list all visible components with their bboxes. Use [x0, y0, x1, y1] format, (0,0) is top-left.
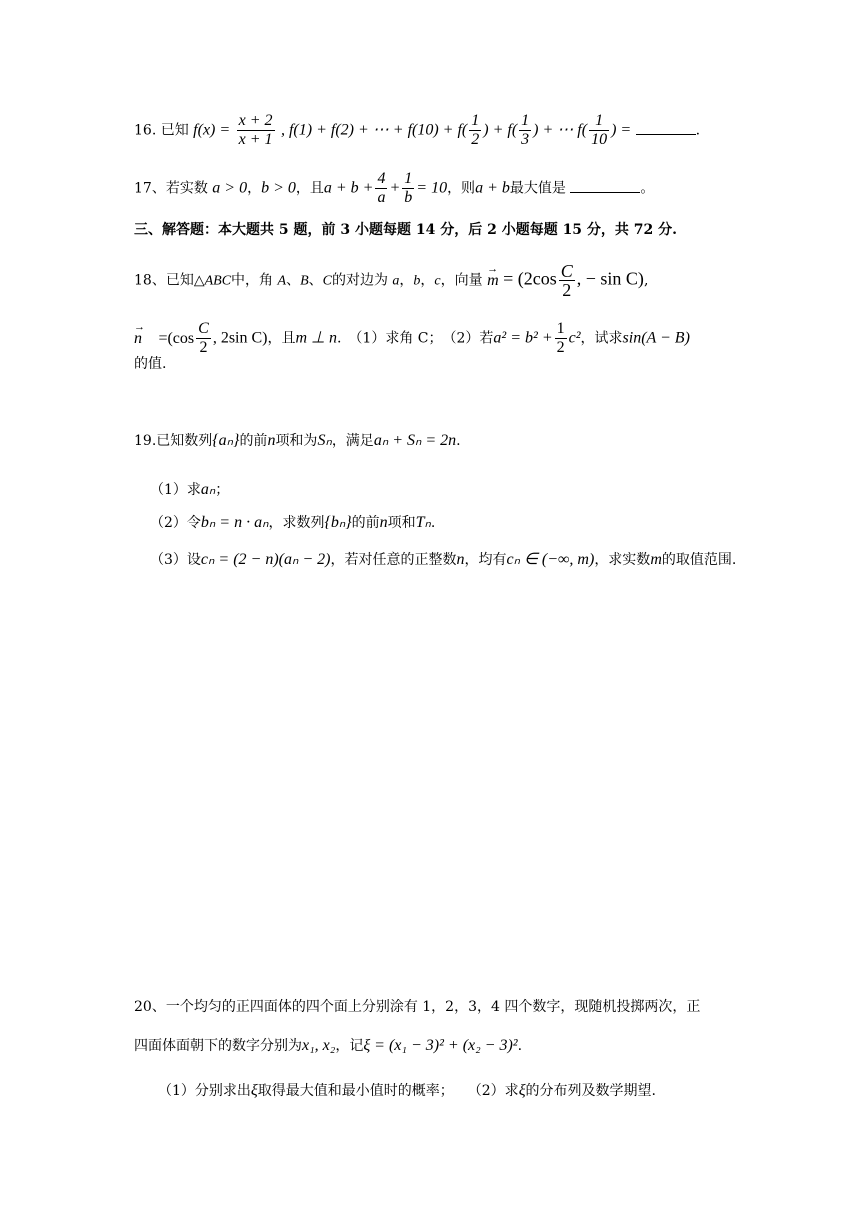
q16-sum-d: ) =	[611, 121, 632, 139]
q16-sum-c: ) + ⋯ f(	[533, 121, 588, 139]
q20-p1-text: 取得最大值和最小值时的概率； （2）求	[257, 1083, 519, 1099]
q18-n-frac-den: 2	[199, 339, 208, 356]
q17-expr: a + b +	[323, 179, 374, 197]
q18-n-frac-num: C	[198, 320, 209, 337]
question-20-line-2	[134, 1036, 522, 1056]
q19-p3-end: 的取值范围.	[661, 552, 737, 568]
q19-p3-n: n	[456, 551, 465, 568]
q19-period: .	[456, 433, 461, 449]
q18-half-den: 2	[556, 339, 565, 356]
q19-eq: aₙ + Sₙ = 2n	[373, 432, 457, 449]
q18-n-expr-b: , 2sin C)	[212, 329, 268, 347]
q17-c1: a > 0	[212, 179, 248, 197]
q17-plus: +	[389, 179, 401, 197]
q19-p3-cn: cₙ = (2 − n)(aₙ − 2)	[200, 551, 331, 568]
q19-p1-end: ；	[215, 482, 230, 498]
question-16: 16. 已知 f(x) = $\frac{x + 2}{x + 1}$ , f(1) + f(2) + ⋯ + f(10) + f( $\frac{1}{2}$ ) + f( $\frac{1}{3}$ ) + ⋯ f( $\frac{1}{10}$ ) = .	[134, 112, 701, 148]
q16-half	[469, 112, 481, 149]
q17-f2-num: 1	[404, 170, 413, 187]
q16-third-den: 3	[521, 131, 530, 148]
q19-text-d: ，满足	[331, 433, 374, 449]
q20-period: .	[517, 1038, 523, 1054]
q19-p3-text-b: ，若对任意的正整数	[330, 552, 457, 568]
q18-m-expr-a: = (2cos	[503, 268, 557, 289]
question-18-line-2	[134, 320, 690, 357]
q18-parts: . （1）求角 C； （2）若	[336, 330, 494, 347]
q18-side-b: b	[413, 273, 421, 289]
q17-end: 。	[640, 180, 655, 197]
q16-half-num: 1	[471, 112, 480, 129]
section-3-heading: 三、解答题：本大题共 5 题，前 3 小题每题 14 分，后 2 小题每题 15 分，共 72 分.	[134, 222, 678, 238]
q18-m-expr-b: , − sin C)	[576, 268, 644, 289]
q18-angle-a: A	[277, 273, 287, 289]
question-19-part-2	[150, 513, 435, 533]
q16-frac-num: x + 2	[238, 112, 273, 129]
question-17	[134, 170, 654, 207]
q17-answer-blank[interactable]	[570, 180, 640, 193]
q19-p3-text-d: ，求实数	[594, 552, 651, 568]
q19-p2-text-b: ，求数列	[268, 515, 325, 531]
q16-sum-b: ) + f(	[483, 121, 518, 139]
q16-tenth-num: 1	[589, 112, 609, 131]
q17-tail1: ，则	[447, 180, 476, 197]
q17-sep1: ，	[247, 180, 262, 197]
question-19-part-3	[150, 550, 736, 570]
q20-text-b: ，记	[335, 1038, 364, 1054]
q18-comma: ,	[643, 272, 649, 289]
q16-half-den: 2	[471, 131, 480, 148]
q17-c2: b > 0	[261, 179, 296, 197]
q18-angle-b: B	[300, 273, 309, 289]
q18-vector-n: → n	[134, 329, 142, 349]
q17-eq: = 10	[416, 179, 448, 197]
q16-frac-den: x + 1	[238, 131, 273, 148]
q16-tenth	[589, 112, 609, 149]
q20-x12: x₁, x₂	[302, 1037, 336, 1054]
q19-n: n	[267, 432, 276, 449]
q16-fraction	[237, 112, 275, 149]
q19-p3-text-c: ，均有	[464, 552, 507, 568]
q18-m-frac-num: C	[560, 261, 573, 281]
q18-text-c: 的对边为	[331, 272, 388, 289]
q16-prefix: 已知	[160, 122, 189, 139]
q19-p2-text-c: 的前	[351, 515, 380, 531]
question-18-line-1: 18、已知△ABC中，角 A、B、C的对边为 a，b，c，向量 → m = (2cos $\frac{C}{2}$ , − sin C),	[134, 262, 648, 299]
q18-n-frac	[196, 320, 211, 357]
q19-text-c: 项和为	[275, 433, 318, 449]
q16-tenth-den: 10	[591, 131, 608, 148]
q19-prefix: 19.已知数列	[134, 433, 213, 449]
q19-p3-m: m	[650, 551, 662, 568]
q18-prefix: 18、已知△	[134, 272, 205, 289]
q18-text-d: ，向量	[440, 272, 483, 289]
q18-m-frac-den: 2	[562, 280, 572, 300]
q18-m-frac	[559, 262, 575, 299]
q19-p2-end: .	[430, 515, 436, 531]
q16-third-num: 1	[521, 112, 530, 129]
q16-f-lhs: f(x) =	[193, 121, 231, 139]
q17-f1-num: 4	[377, 170, 386, 187]
q18-half	[555, 320, 567, 357]
q19-p3-label: （3）设	[150, 552, 201, 568]
q17-ab: a + b	[475, 179, 510, 197]
q16-answer-blank[interactable]	[636, 122, 696, 135]
q17-tail2: 最大值是	[509, 180, 566, 197]
q20-xi-1: ξ	[250, 1082, 258, 1099]
q18-c2: c²	[568, 329, 581, 347]
q18-eq: a² = b² +	[493, 329, 553, 347]
q19-p2-label: （2）令	[150, 515, 201, 531]
question-19-line-1	[134, 431, 461, 451]
q19-p1-an: aₙ	[200, 481, 216, 498]
q18-half-num: 1	[556, 320, 565, 337]
q18-side-c: c	[434, 273, 441, 289]
q16-number: 16.	[134, 122, 157, 139]
question-20-line-1: 20、一个均匀的正四面体的四个面上分别涂有 1，2，3，4 四个数字，现随机投掷两次，正	[134, 999, 701, 1015]
q19-an-set: {aₙ}	[212, 432, 240, 449]
q19-sn: Sₙ	[317, 432, 332, 449]
q18-angle-c: C	[322, 273, 332, 289]
q17-f1-den: a	[377, 189, 386, 206]
q18-text-b: 中，角	[231, 272, 274, 289]
q18-side-a: a	[392, 273, 400, 289]
q19-p2-text-d: 项和	[387, 515, 416, 531]
q18-n-expr-a: =(cos	[158, 329, 195, 347]
q16-third	[519, 112, 531, 149]
q17-sep2: ，且	[295, 180, 324, 197]
q19-p2-set: {bₙ}	[324, 514, 352, 531]
q17-frac-1b	[402, 170, 414, 207]
q19-p2-bn: bₙ = n · aₙ	[200, 514, 269, 531]
q19-text-b: 的前	[239, 433, 268, 449]
q19-p3-in: cₙ ∈ (−∞, m)	[506, 551, 595, 568]
q19-p1-label: （1）求	[150, 482, 201, 498]
q20-xi-def: ξ = (x₁ − 3)² + (x₂ − 3)²	[363, 1037, 518, 1054]
q18-vector-m: → m	[487, 271, 499, 291]
q18-perp: m ⊥ n	[295, 329, 337, 347]
q20-p2-text: 的分布列及数学期望.	[525, 1083, 656, 1099]
question-19-part-1	[150, 480, 229, 500]
q18-text-and: ，且	[267, 330, 296, 347]
q20-p1-label: （1）分别求出	[158, 1083, 251, 1099]
q17-number: 17、若实数	[134, 180, 208, 197]
q18-abc: ABC	[204, 273, 232, 289]
q19-p2-n: n	[379, 514, 388, 531]
q18-text-find: ，试求	[580, 330, 623, 347]
q17-f2-den: b	[404, 189, 413, 206]
q18-sin: sin(A − B)	[622, 329, 690, 347]
q20-text-a: 四面体面朝下的数字分别为	[134, 1038, 302, 1054]
question-18-line-3: 的值.	[134, 356, 167, 372]
q20-xi-2: ξ	[518, 1082, 526, 1099]
q19-p2-tn: Tₙ	[415, 514, 431, 531]
q17-frac-4a	[375, 170, 387, 207]
question-20-line-3	[158, 1081, 656, 1101]
q16-sum-a: , f(1) + f(2) + ⋯ + f(10) + f(	[280, 121, 468, 139]
